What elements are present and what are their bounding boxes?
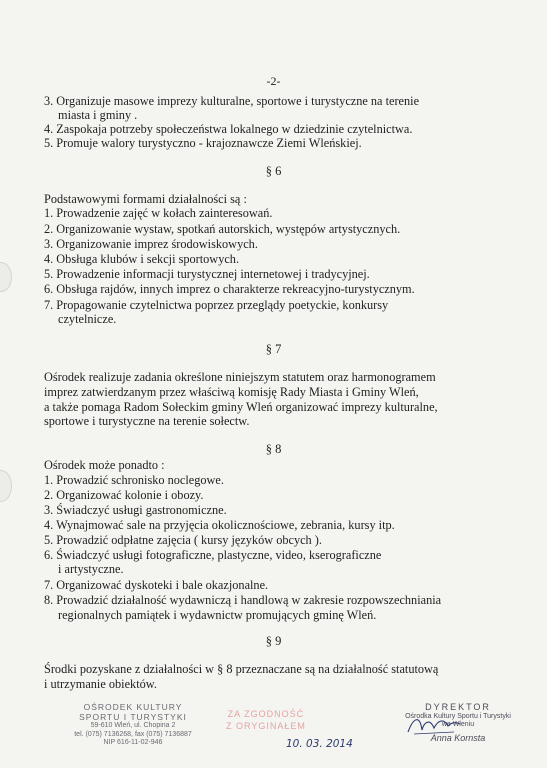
text-line: 6. Obsługa rajdów, innych imprez o charakterze rekreacyjno-turystycznym. bbox=[44, 282, 415, 296]
text-line: miasta i gminy . bbox=[58, 108, 138, 122]
copy-certification-stamp: ZA ZGODNOŚĆ Z ORYGINAŁEM bbox=[226, 709, 306, 731]
text-line: i artystyczne. bbox=[58, 562, 124, 576]
text-line: 5. Prowadzenie informacji turystycznej internetowej i tradycyjnej. bbox=[44, 267, 370, 281]
text-line: 4. Obsługa klubów i sekcji sportowych. bbox=[44, 252, 240, 266]
signature-scribble bbox=[404, 712, 464, 740]
text-line: sportowe i turystyczne na terenie sołectw. bbox=[44, 414, 250, 428]
punch-hole-bottom bbox=[0, 470, 12, 502]
text-line: 2. Organizować kolonie i obozy. bbox=[44, 488, 204, 502]
text-line: 4. Zaspokaja potrzeby społeczeństwa lokalnego w dziedzinie czytelnictwa. bbox=[44, 122, 413, 136]
text-line: 5. Promuje walory turystyczno - krajoznawcze Ziemi Wleńskiej. bbox=[44, 136, 362, 150]
text-line: 3. Organizowanie imprez środowiskowych. bbox=[44, 237, 258, 251]
text-line: 1. Prowadzić schronisko noclegowe. bbox=[44, 473, 224, 487]
section-heading: § 7 bbox=[265, 342, 282, 356]
section-heading: § 9 bbox=[265, 634, 282, 648]
text-line: 5. Prowadzić odpłatne zajęcia ( kursy języków obcych ). bbox=[44, 533, 322, 547]
text-line: regionalnych pamiątek i wydawnictw promujących gminę Wleń. bbox=[58, 608, 377, 622]
institution-stamp: OŚRODEK KULTURY SPORTU I TURYSTYKI 59-610 Wleń, ul. Chopina 2 tel. (075) 7136268, fax (075) 7136887 NIP 616-11-02-946 bbox=[74, 702, 192, 746]
text-line: 1. Prowadzenie zajęć w kołach zainteresowań. bbox=[44, 206, 273, 220]
text-line: 3. Organizuje masowe imprezy kulturalne, sportowe i turystyczne na terenie bbox=[44, 94, 420, 108]
text-line: i utrzymanie obiektów. bbox=[44, 677, 157, 691]
text-line: 7. Propagowanie czytelnictwa poprzez przeglądy poetyckie, konkursy bbox=[44, 298, 389, 312]
text-line: Środki pozyskane z działalności w § 8 przeznaczane są na działalność statutową bbox=[44, 662, 439, 676]
text-line: a także pomaga Radom Sołeckim gminy Wleń organizować imprezy kulturalne, bbox=[44, 400, 438, 414]
section-heading: § 6 bbox=[265, 164, 282, 178]
director-stamp: DYREKTOR Ośrodka Kultury Sportu i Turystyki we Wleniu Anna Kornsta bbox=[405, 702, 511, 743]
text-line: 8. Prowadzić działalność wydawniczą i handlową w zakresie rozpowszechniania bbox=[44, 593, 442, 607]
section-heading: § 8 bbox=[265, 442, 282, 456]
punch-hole-top bbox=[0, 262, 12, 292]
text-line: 6. Świadczyć usługi fotograficzne, plastyczne, video, kserograficzne bbox=[44, 548, 382, 562]
text-line: Ośrodek realizuje zadania określone niniejszym statutem oraz harmonogramem bbox=[44, 370, 436, 384]
handwritten-date: 10. 03. 2014 bbox=[286, 738, 353, 750]
text-line: 2. Organizowanie wystaw, spotkań autorskich, występów artystycznych. bbox=[44, 222, 401, 236]
text-line: czytelnicze. bbox=[58, 312, 117, 326]
page-number: -2- bbox=[266, 74, 281, 88]
text-line: 3. Świadczyć usługi gastronomiczne. bbox=[44, 503, 227, 517]
text-line: Ośrodek może ponadto : bbox=[44, 458, 165, 472]
text-line: Podstawowymi formami działalności są : bbox=[44, 192, 247, 206]
text-line: 7. Organizować dyskoteki i bale okazjonalne. bbox=[44, 578, 269, 592]
text-line: 4. Wynajmować sale na przyjęcia okolicznościowe, zebrania, kursy itp. bbox=[44, 518, 395, 532]
text-line: imprez zatwierdzanym przez właściwą komisję Rady Miasta i Gminy Wleń, bbox=[44, 385, 419, 399]
